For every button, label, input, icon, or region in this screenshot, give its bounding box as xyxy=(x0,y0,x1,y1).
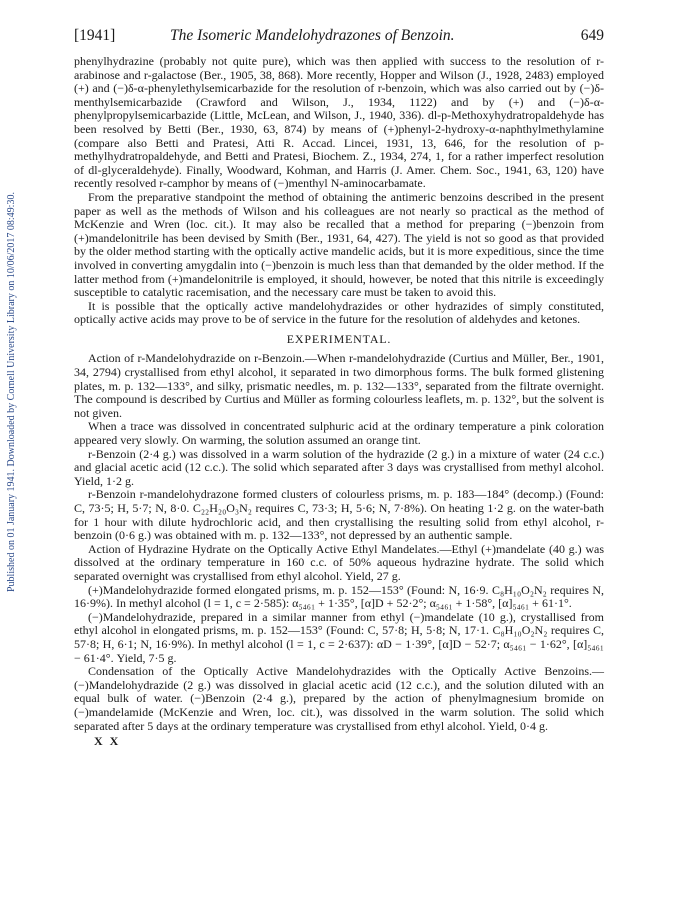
signature-mark: X X xyxy=(94,734,121,749)
experimental-paragraph: When a trace was dissolved in concentrated sulphuric acid at the ordinary temperature a pink coloration appeared very slowly. On warming, the solution assumed an orange tint. xyxy=(74,419,604,448)
download-watermark xyxy=(0,0,17,760)
article-body xyxy=(74,55,604,749)
header-title: The Isomeric Mandelohydrazones of Benzoin. xyxy=(170,27,455,44)
experimental-paragraph: Action of r-Mandelohydrazide on r-Benzoin.—When r-mandelohydrazide (Curtius and Müller, Ber., 1901, 34, 2794) crystallised from ethyl alcohol, it separated in two dimorphous forms. The bulk formed glistening plates, m. p. 132—133°, and silky, prismatic needles, m. p. 132—133°, separated from the filtrate overnight. The compound is described by Curtius and Müller as forming colourless leaflets, m. p. 132°, but the solvent is not given. xyxy=(74,351,604,420)
experimental-paragraph: r-Benzoin r-mandelohydrazone formed clusters of colourless prisms, m. p. 183—184° (decomp.) (Found: C, 73·5; H, 5·7; N, 8·0. C₂₂H₂₀O₃N₂ requires C, 73·3; H, 5·6; N, 7·8%). On heating 1·2 g. on the water-bath for 1 hour with dilute hydrochloric acid, and then crystallising the resulting solid from ethyl alcohol, r-benzoin (0·6 g.) was obtained with m. p. 132—133°, not depressed by an authentic sample. xyxy=(74,487,604,543)
paragraph: From the preparative standpoint the method of obtaining the antimeric benzoins described in the present paper as well as the methods of Wilson and his colleagues are not nearly so practical as the method of McKenzie and Wren (loc. cit.). It may also be recalled that a method for preparing (−)benzoin from (+)mandelonitrile has been devised by Smith (Ber., 1931, 64, 427). The yield is not so good as that provided by the older method starting with the optically active mandelic acids, but it is more expeditious, since the time involved in converting amygdalin into (−)benzoin is much less than that demanded by the older method. If the latter method from (+)mandelonitrile is employed, it should, however, be noted that this nitrile is exceedingly susceptible to catalytic racemisation, and the necessary care must be taken to avoid this. xyxy=(74,189,604,300)
header-year: [1941] xyxy=(74,27,116,44)
experimental-paragraph: (+)Mandelohydrazide formed elongated prisms, m. p. 152—153° (Found: N, 16·9. C₈H₁₀O₂N₂ requires N, 16·9%). In methyl alcohol (l = 1, c = 2·585): α₅₄₆₁ + 1·35°, [α]D + 52·2°; α₅₄₆₁ + 1·58°, [α]₅₄₆₁ + 61·1°. xyxy=(74,582,604,611)
experimental-paragraph: (−)Mandelohydrazide, prepared in a similar manner from ethyl (−)mandelate (10 g.), crystallised from ethyl alcohol in elongated prisms, m. p. 152—153° (Found: C, 57·8; H, 5·8; N, 17·1. C₈H₁₀O₂N₂ requires C, 57·8; H, 6·1; N, 16·9%). In methyl alcohol (l = 1, c = 2·637): αD − 1·39°, [α]D − 52·7; α₅₄₆₁ − 1·62°, [α]₅₄₆₁ − 61·4°. Yield, 7·5 g. xyxy=(74,609,604,665)
section-heading: EXPERIMENTAL. xyxy=(286,331,392,346)
running-header xyxy=(74,27,604,49)
page-number: 649 xyxy=(580,27,604,44)
paragraph: phenylhydrazine (probably not quite pure), which was then applied with success to the resolution of r-arabinose and r-galactose (Ber., 1905, 38, 868). More recently, Hopper and Wilson (J., 1928, 2483) employed (+) and (−)δ-α-phenylethylsemicarbazide for the resolution of r-benzoin, which was also carried out by (−)δ-menthylsemicarbazide (Crawford and Wilson, J., 1934, 1122) and by (+) and (−)δ-α-phenylpropylsemicarbazide (Little, McLean, and Wilson, J., 1940, 336). dl-p-Methoxyhydratropaldehyde has been resolved by Betti (Ber., 1930, 63, 874) by means of (+)phenyl-2-hydroxy-α-naphthylmethylamine (compare also Betti and Pratesi, Atti R. Accad. Lincei, 1931, 13, 646, for the resolution of p-methylhydratropaldehyde, and Betti and Pratesi, Biochem. Z., 1934, 274, 1, for a rather imperfect resolution of dl-glyceraldehyde). Finally, Woodward, Kohman, and Harris (J. Amer. Chem. Soc., 1941, 63, 120) have recently resolved r-camphor by means of (−)menthyl N-aminocarbamate. xyxy=(74,54,604,191)
margin-note-text: Published on 01 January 1941. Downloaded by Cornell University Library on 10/06/2017 08:49:30. xyxy=(6,192,17,592)
experimental-paragraph: r-Benzoin (2·4 g.) was dissolved in a warm solution of the hydrazide (2 g.) in a mixture of water (24 c.c.) and glacial acetic acid (12 c.c.). The solid which separated after 3 days was crystallised from methyl alcohol. Yield, 1·2 g. xyxy=(74,446,604,488)
paragraph: It is possible that the optically active mandelohydrazides or other hydrazides of simply constituted, optically active acids may prove to be of service in the future for the resolution of aldehydes and ketones. xyxy=(74,298,604,327)
experimental-paragraph: Condensation of the Optically Active Mandelohydrazides with the Optically Active Benzoins.—(−)Mandelohydrazide (2 g.) was dissolved in glacial acetic acid (12 c.c.), and the solution diluted with an equal bulk of water. (−)Benzoin (2·4 g.), prepared by the action of phenylmagnesium bromide on (−)mandelamide (McKenzie and Wren, loc. cit.), was dissolved in the warm solution. The solid which separated after 5 days at the ordinary temperature was crystallised from ethyl alcohol. Yield, 0·4 g. xyxy=(74,664,604,733)
experimental-paragraph: Action of Hydrazine Hydrate on the Optically Active Ethyl Mandelates.—Ethyl (+)mandelate (40 g.) was dissolved at the ordinary temperature in 160 c.c. of 50% aqueous hydrazine hydrate. The solid which separated overnight was crystallised from ethyl alcohol. Yield, 27 g. xyxy=(74,541,604,583)
